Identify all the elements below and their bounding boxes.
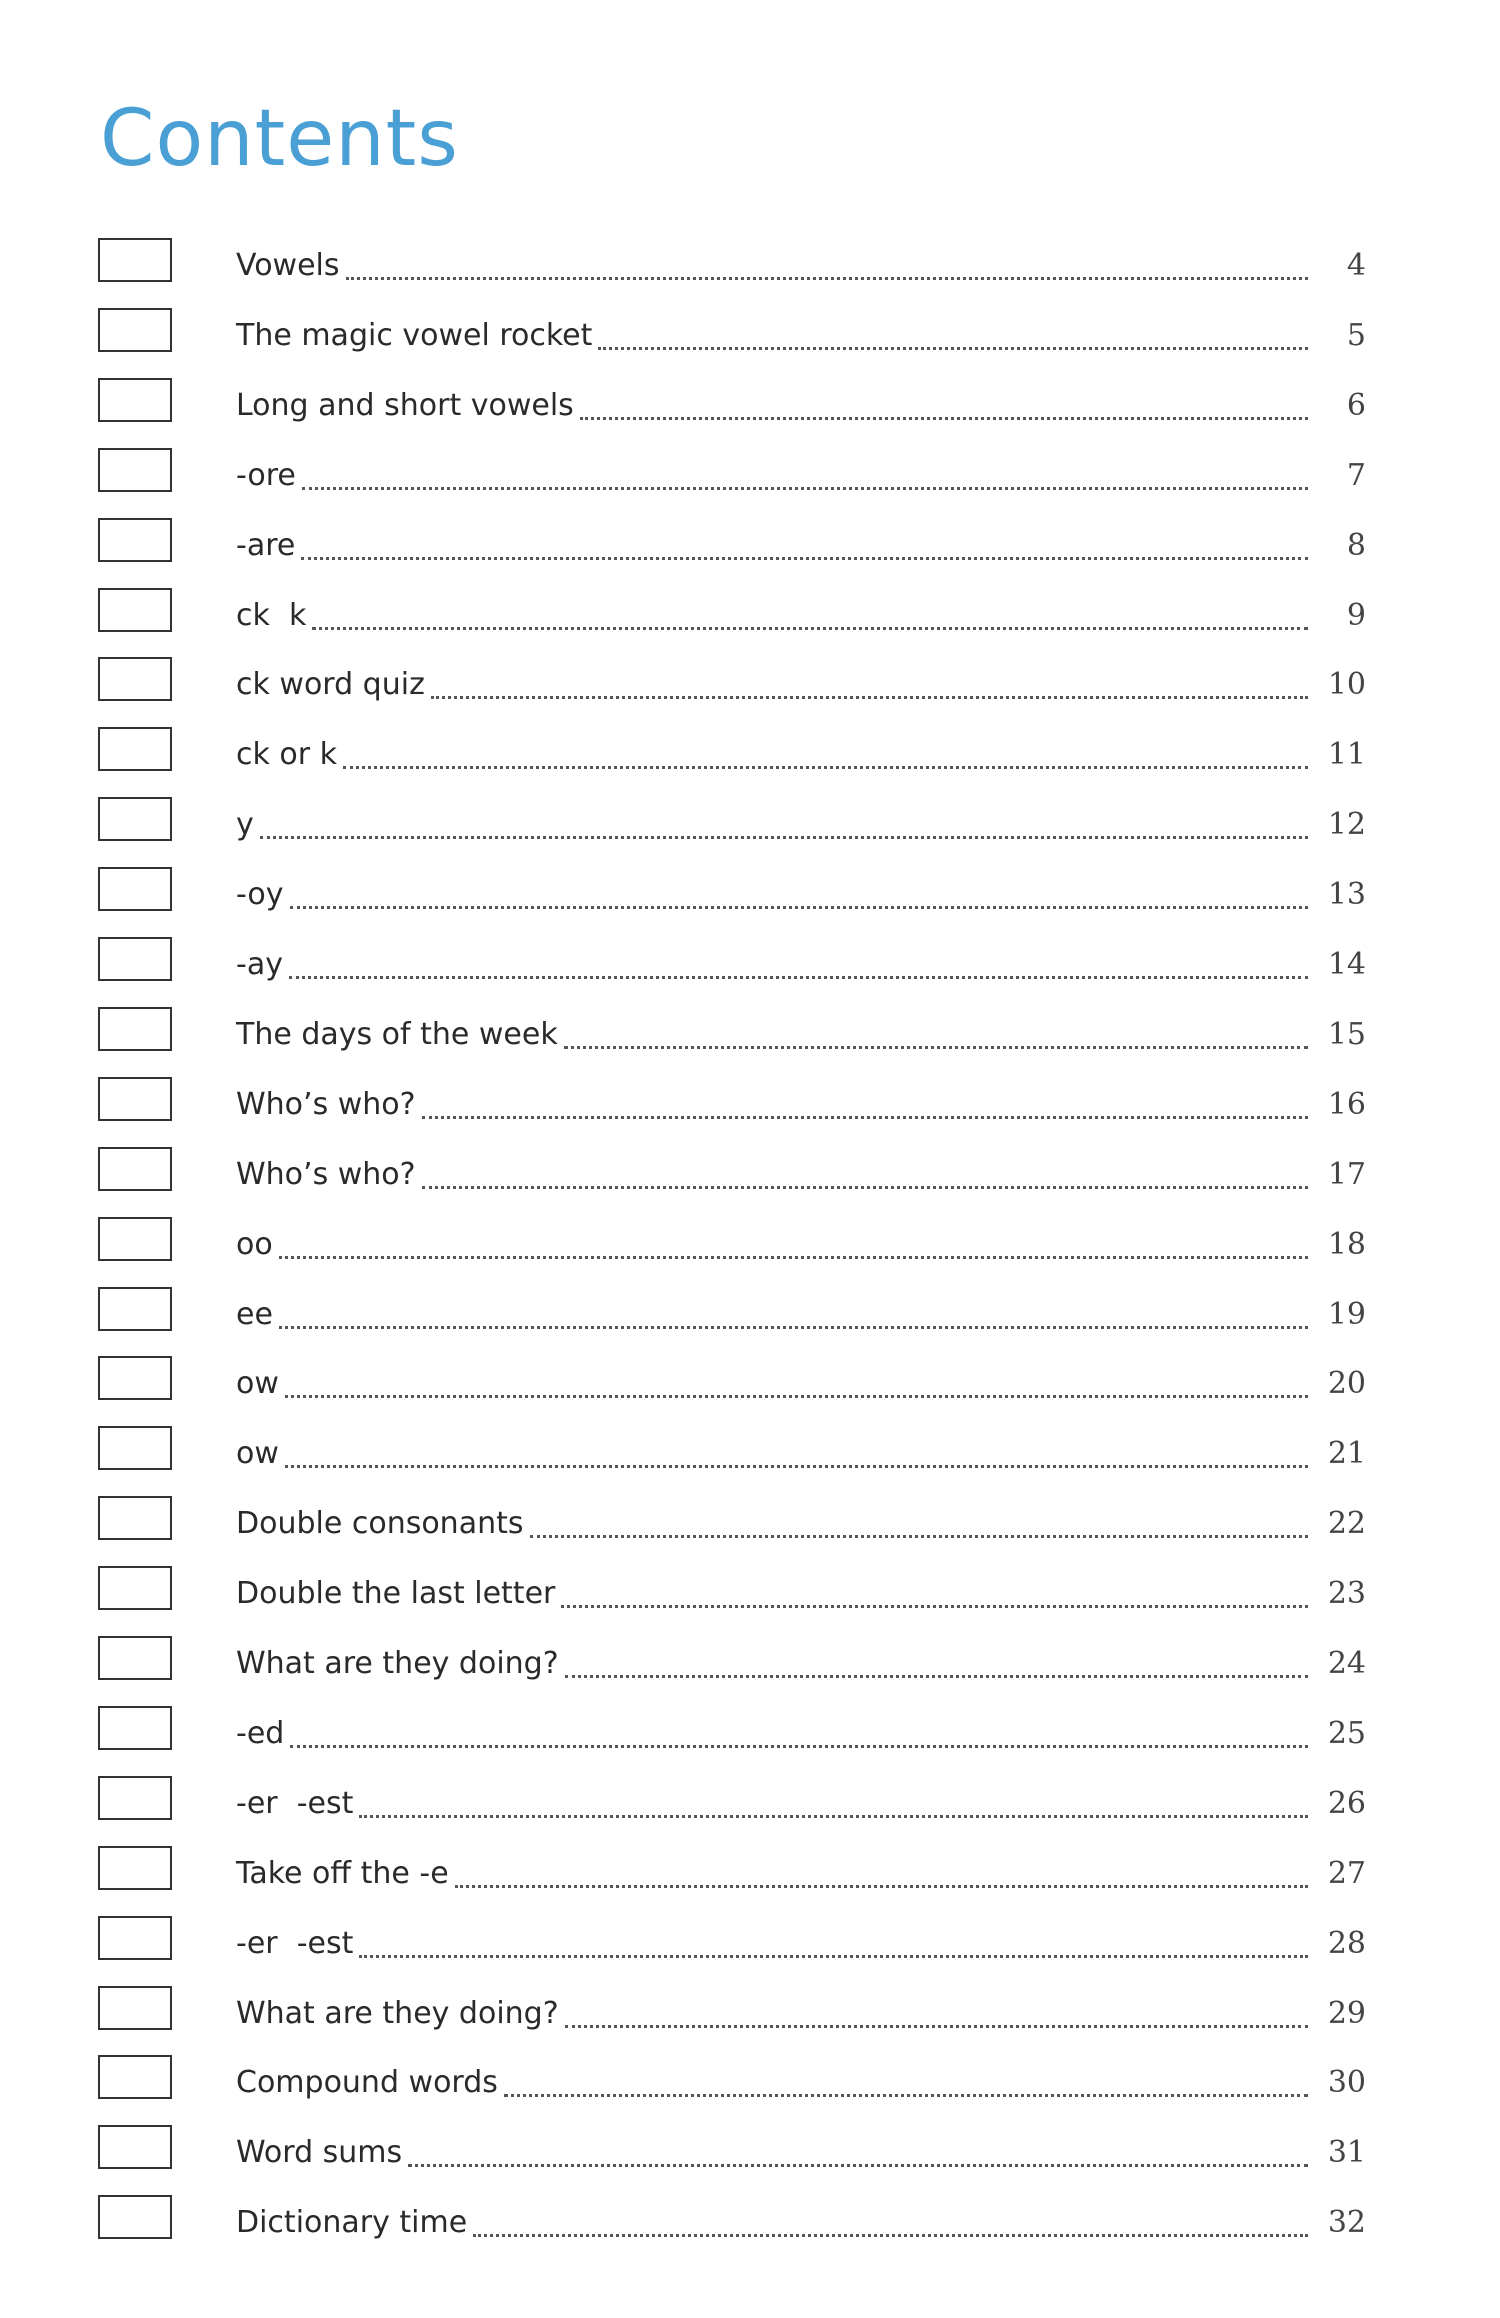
checkbox[interactable] xyxy=(98,1496,172,1540)
entry-title: Double the last letter xyxy=(236,1576,556,1611)
toc-entry xyxy=(236,388,1366,428)
dot-leader xyxy=(346,277,1308,280)
checkbox[interactable] xyxy=(98,657,172,701)
toc-row xyxy=(96,588,1366,638)
page-number: 10 xyxy=(1327,667,1366,702)
checkbox[interactable] xyxy=(98,2195,172,2239)
page-number: 6 xyxy=(1346,388,1366,423)
toc-entry xyxy=(236,528,1366,568)
dot-leader xyxy=(312,627,1308,630)
entry-title: -oy xyxy=(236,877,284,912)
page-number: 7 xyxy=(1346,458,1366,493)
entry-title: ow xyxy=(236,1366,279,1401)
entry-title: What are they doing? xyxy=(236,1646,559,1681)
dot-leader xyxy=(561,1605,1308,1608)
page-number: 16 xyxy=(1327,1087,1366,1122)
page-number: 27 xyxy=(1327,1856,1366,1891)
dot-leader xyxy=(598,347,1308,350)
toc-row xyxy=(96,2055,1366,2105)
page-number: 25 xyxy=(1327,1716,1366,1751)
dot-leader xyxy=(289,976,1308,979)
dot-leader xyxy=(260,836,1308,839)
page-number: 5 xyxy=(1346,318,1366,353)
toc-row xyxy=(96,1287,1366,1337)
toc-entry xyxy=(236,1506,1366,1546)
page-number: 4 xyxy=(1346,248,1366,283)
toc-entry xyxy=(236,1996,1366,2036)
dot-leader xyxy=(455,1885,1308,1888)
checkbox[interactable] xyxy=(98,1776,172,1820)
page-number: 30 xyxy=(1327,2065,1366,2100)
toc-row xyxy=(96,448,1366,498)
toc-row xyxy=(96,937,1366,987)
page-number: 31 xyxy=(1327,2135,1366,2170)
entry-title: ck word quiz xyxy=(236,667,425,702)
toc-entry xyxy=(236,1646,1366,1686)
page-number: 22 xyxy=(1327,1506,1366,1541)
entry-title: y xyxy=(236,807,254,842)
entry-title: -ed xyxy=(236,1716,285,1751)
entry-title: Who’s who? xyxy=(236,1087,416,1122)
toc-entry xyxy=(236,1157,1366,1197)
dot-leader xyxy=(279,1256,1308,1259)
page-number: 19 xyxy=(1327,1297,1366,1332)
checkbox[interactable] xyxy=(98,238,172,282)
toc-entry xyxy=(236,2065,1366,2105)
toc-row xyxy=(96,238,1366,288)
entry-title: -ay xyxy=(236,947,283,982)
dot-leader xyxy=(359,1955,1308,1958)
toc-entry xyxy=(236,1366,1366,1406)
toc-row xyxy=(96,1077,1366,1127)
dot-leader xyxy=(580,417,1308,420)
checkbox[interactable] xyxy=(98,1986,172,2030)
dot-leader xyxy=(279,1326,1308,1329)
checkbox[interactable] xyxy=(98,1147,172,1191)
checkbox[interactable] xyxy=(98,1287,172,1331)
toc-entry xyxy=(236,877,1366,917)
toc-entry xyxy=(236,598,1366,638)
toc-entry xyxy=(236,667,1366,707)
page-number: 11 xyxy=(1327,737,1366,772)
toc-entry xyxy=(236,1856,1366,1896)
entry-title: -er -est xyxy=(236,1926,354,1961)
entry-title: ee xyxy=(236,1297,273,1332)
toc-row xyxy=(96,1356,1366,1406)
entry-title: Compound words xyxy=(236,2065,498,2100)
toc-entry xyxy=(236,1087,1366,1127)
entry-title: Double consonants xyxy=(236,1506,524,1541)
page-number: 24 xyxy=(1327,1646,1366,1681)
dot-leader xyxy=(359,1815,1308,1818)
toc-entry xyxy=(236,1227,1366,1267)
toc-row xyxy=(96,1217,1366,1267)
checkbox[interactable] xyxy=(98,588,172,632)
toc-row xyxy=(96,1007,1366,1057)
checkbox[interactable] xyxy=(98,2055,172,2099)
toc-entry xyxy=(236,1576,1366,1616)
toc-row xyxy=(96,1986,1366,2036)
dot-leader xyxy=(301,557,1308,560)
toc-entry xyxy=(236,2135,1366,2175)
toc-row xyxy=(96,797,1366,847)
page-number: 15 xyxy=(1327,1017,1366,1052)
checkbox[interactable] xyxy=(98,1566,172,1610)
toc-row xyxy=(96,1636,1366,1686)
entry-title: ck k xyxy=(236,598,307,633)
toc-row xyxy=(96,308,1366,358)
page-number: 21 xyxy=(1327,1436,1366,1471)
dot-leader xyxy=(302,487,1308,490)
toc-entry xyxy=(236,737,1366,777)
entry-title: -ore xyxy=(236,458,296,493)
checkbox[interactable] xyxy=(98,797,172,841)
checkbox[interactable] xyxy=(98,2125,172,2169)
checkbox[interactable] xyxy=(98,1007,172,1051)
dot-leader xyxy=(473,2234,1308,2237)
toc-entry xyxy=(236,1716,1366,1756)
dot-leader xyxy=(530,1535,1309,1538)
toc-row xyxy=(96,1426,1366,1476)
toc-row xyxy=(96,1706,1366,1756)
page-number: 18 xyxy=(1327,1227,1366,1262)
toc-entry xyxy=(236,248,1366,288)
entry-title: What are they doing? xyxy=(236,1996,559,2031)
dot-leader xyxy=(285,1465,1308,1468)
toc-entry xyxy=(236,1926,1366,1966)
toc-entry xyxy=(236,1297,1366,1337)
page-number: 17 xyxy=(1327,1157,1366,1192)
toc-row xyxy=(96,1566,1366,1616)
toc-entry xyxy=(236,1017,1366,1057)
checkbox[interactable] xyxy=(98,1077,172,1121)
page-number: 29 xyxy=(1327,1996,1366,2031)
checkbox[interactable] xyxy=(98,1916,172,1960)
page-title: Contents xyxy=(100,94,459,184)
page-number: 8 xyxy=(1346,528,1366,563)
page-number: 26 xyxy=(1327,1786,1366,1821)
toc-entry xyxy=(236,947,1366,987)
entry-title: Who’s who? xyxy=(236,1157,416,1192)
entry-title: Word sums xyxy=(236,2135,403,2170)
checkbox[interactable] xyxy=(98,1426,172,1470)
checkbox[interactable] xyxy=(98,727,172,771)
dot-leader xyxy=(285,1395,1308,1398)
dot-leader xyxy=(290,906,1309,909)
toc-row xyxy=(96,2125,1366,2175)
dot-leader xyxy=(290,1745,1308,1748)
toc-entry xyxy=(236,1436,1366,1476)
toc-row xyxy=(96,867,1366,917)
entry-title: -are xyxy=(236,528,296,563)
page-number: 13 xyxy=(1327,877,1366,912)
page-number: 23 xyxy=(1327,1576,1366,1611)
toc-row xyxy=(96,1496,1366,1546)
toc-entry xyxy=(236,1786,1366,1826)
page-number: 20 xyxy=(1327,1366,1366,1401)
page-number: 12 xyxy=(1327,807,1366,842)
toc-row xyxy=(96,2195,1366,2245)
dot-leader xyxy=(422,1116,1308,1119)
checkbox[interactable] xyxy=(98,937,172,981)
entry-title: Vowels xyxy=(236,248,340,283)
checkbox[interactable] xyxy=(98,1356,172,1400)
toc-entry xyxy=(236,2205,1366,2245)
entry-title: Long and short vowels xyxy=(236,388,574,423)
dot-leader xyxy=(408,2164,1308,2167)
toc-row xyxy=(96,1776,1366,1826)
checkbox[interactable] xyxy=(98,1636,172,1680)
toc-entry xyxy=(236,318,1366,358)
entry-title: The magic vowel rocket xyxy=(236,318,593,353)
checkbox[interactable] xyxy=(98,1217,172,1261)
checkbox[interactable] xyxy=(98,1706,172,1750)
toc-row xyxy=(96,727,1366,777)
dot-leader xyxy=(422,1186,1308,1189)
dot-leader xyxy=(504,2094,1308,2097)
entry-title: -er -est xyxy=(236,1786,354,1821)
checkbox[interactable] xyxy=(98,518,172,562)
toc-entry xyxy=(236,458,1366,498)
checkbox[interactable] xyxy=(98,308,172,352)
checkbox[interactable] xyxy=(98,1846,172,1890)
toc-row xyxy=(96,1846,1366,1896)
page-number: 32 xyxy=(1327,2205,1366,2240)
toc-row xyxy=(96,1916,1366,1966)
dot-leader xyxy=(343,766,1308,769)
toc-row xyxy=(96,518,1366,568)
page-number: 9 xyxy=(1346,598,1366,633)
entry-title: ow xyxy=(236,1436,279,1471)
dot-leader xyxy=(431,696,1308,699)
dot-leader xyxy=(565,1675,1308,1678)
entry-title: ck or k xyxy=(236,737,338,772)
checkbox[interactable] xyxy=(98,448,172,492)
toc-row xyxy=(96,378,1366,428)
dot-leader xyxy=(564,1046,1308,1049)
dot-leader xyxy=(565,2025,1308,2028)
checkbox[interactable] xyxy=(98,867,172,911)
page-number: 14 xyxy=(1327,947,1366,982)
toc-row xyxy=(96,1147,1366,1197)
entry-title: Take off the -e xyxy=(236,1856,449,1891)
entry-title: The days of the week xyxy=(236,1017,558,1052)
toc-entry xyxy=(236,807,1366,847)
checkbox[interactable] xyxy=(98,378,172,422)
toc-row xyxy=(96,657,1366,707)
page-number: 28 xyxy=(1327,1926,1366,1961)
entry-title: oo xyxy=(236,1227,273,1262)
entry-title: Dictionary time xyxy=(236,2205,468,2240)
